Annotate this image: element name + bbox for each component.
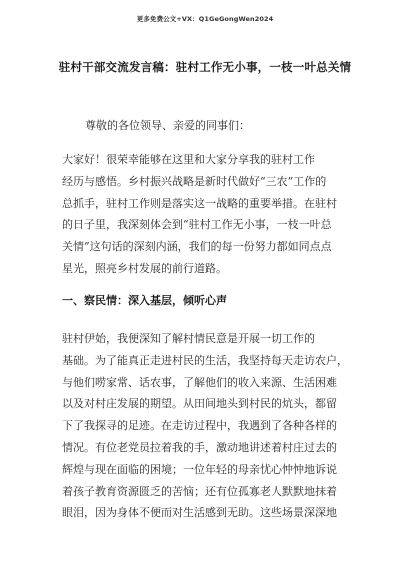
paragraph-line: 的日子里，我深刻体会到“驻村工作无小事，一枝一叶总 [62, 218, 332, 232]
paragraph-line: 关情”这句话的深刻内涵，我们的每一份努力都如同点点 [62, 240, 332, 254]
paragraph-line: 大家好！很荣幸能够在这里和大家分享我的驻村工作 [62, 153, 315, 166]
paragraph-line: 情况。有位老党员拉着我的手，激动地讲述着村庄过去的 [62, 440, 337, 454]
document-title: 驻村干部交流发言稿：驻村工作无小事，一枝一叶总关情 [58, 60, 352, 74]
paragraph-line: 总抓手，驻村工作则是落实这一战略的重要举措。在驻村 [62, 196, 337, 210]
paragraph-line: 基础。为了能真正走进村民的生活，我坚持每天走访农户， [62, 353, 348, 367]
header-note: 更多免费公文+VX：Q1GeGongWen2024 [136, 15, 274, 23]
paragraph-line: 着孩子教育资源匮乏的苦恼；还有位孤寡老人默默地抹着 [62, 484, 337, 498]
paragraph-line: 以及对村庄发展的期望。从田间地头到村民的炕头，都留 [62, 397, 337, 411]
paragraph-line: 下了我探寻的足迹。在走访过程中，我遇到了各种各样的 [62, 419, 337, 433]
paragraph-line: 与他们唠家常、话农事，了解他们的收入来源、生活困难 [62, 375, 337, 389]
salutation: 尊敬的各位领导、亲爱的同事们： [85, 119, 250, 132]
paragraph-line: 星光，照亮乡村发展的前行道路。 [62, 261, 227, 275]
paragraph-line: 眼泪，因为身体不便而对生活感到无助。这些场景深深地 [62, 506, 337, 520]
paragraph-line: 驻村伊始，我便深知了解村情民意是开展一切工作的 [62, 332, 315, 345]
section-heading: 一、察民情：深入基层，倾听心声 [62, 294, 227, 307]
paragraph-intro [62, 149, 362, 280]
paragraph-line: 经历与感悟。乡村振兴战略是新时代做好“三农”工作的 [62, 174, 327, 188]
paragraph-line: 辉煌与现在面临的困境；一位年轻的母亲忧心忡忡地诉说 [62, 462, 337, 476]
paragraph-section1 [62, 328, 362, 524]
